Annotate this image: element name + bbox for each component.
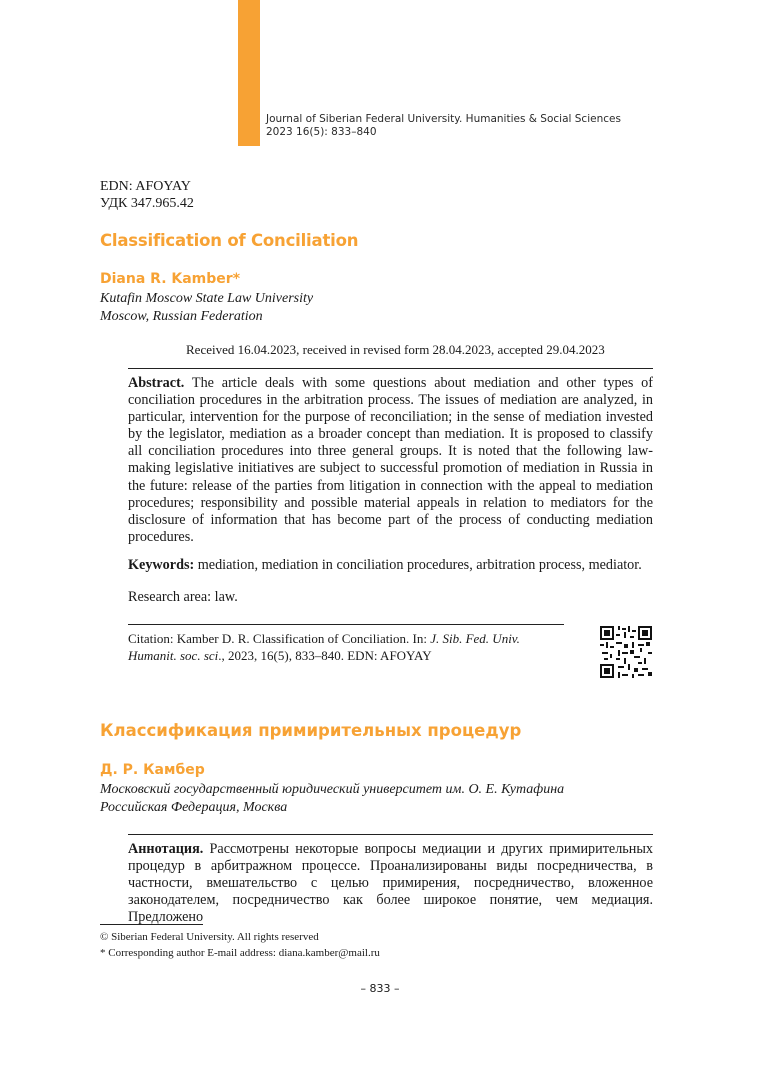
abstract-divider-en [128,368,653,369]
footnote-divider [100,924,203,925]
journal-header [266,113,621,139]
author-name-en: Diana R. Kamber* [100,271,241,287]
affiliation-ru [100,781,564,817]
citation [128,630,564,664]
page-number: – 833 – [360,982,400,995]
affiliation-location-en: Moscow, Russian Federation [100,309,263,324]
abstract-label-en: Abstract. [128,375,185,391]
article-title-ru: Классификация примирительных процедур [100,721,522,740]
affiliation-university-ru: Московский государственный юридический университет им. О. Е. Кутафина [100,782,565,797]
citation-suffix: ., 2023, 16(5), 833–840. EDN: AFOYAY [218,648,432,663]
abstract-text-ru: Рассмотрены некоторые вопросы медиации и других примирительных процедур в арбитражном процессе. Проанализированы виды посредничества, в частности, вмешательство с целью примирения, посредничество, вложенное законодателем, посредничество как более широкое понятие, чем медиация. Предложено [128,841,653,926]
abstract-text-en: The article deals with some questions about mediation and other types of conciliation procedures in the arbitration process. The issues of mediation are analyzed, in particular, intervention for the purpose of reconciliation; in the sense of mediation invested by the legislator, mediation as a broader concept than mediation. It is proposed to classify all conciliation procedures into three general groups. It is noted that the following law-making legislative initiatives are subject to successful promotion of mediation in Russia in the future: release of the parties from litigation in connection with the appeal to mediation procedures; responsibility and possible material appeals in relation to mediators for the disclosure of information that has become part of the process of conducting mediation procedures. [128,375,653,545]
abstract-en [128,375,653,546]
affiliation-en [100,290,313,326]
journal-name: Journal of Siberian Federal University. Humanities & Social Sciences [266,113,621,125]
corresponding-author-note: * Corresponding author E-mail address: diana.kamber@mail.ru [100,947,380,959]
affiliation-university-en: Kutafin Moscow State Law University [100,291,314,306]
footnotes [100,929,380,961]
abstract-ru [128,841,653,926]
article-title-en: Classification of Conciliation [100,231,359,250]
udk-code: УДК 347.965.42 [100,196,194,211]
received-dates: Received 16.04.2023, received in revised form 28.04.2023, accepted 29.04.2023 [186,342,605,357]
research-area: Research area: law. [128,589,238,605]
keywords-text: mediation, mediation in conciliation procedures, arbitration process, mediator. [194,557,642,573]
edn-code: EDN: AFOYAY [100,179,191,194]
citation-divider [128,624,564,625]
qr-code-icon [600,626,652,678]
journal-accent-bar [238,0,260,146]
abstract-divider-ru [128,834,653,835]
citation-journal: J. Sib. Fed. Univ. Humanit. soc. sci [128,631,520,663]
citation-prefix: Citation: Kamber D. R. Classification of Conciliation. In: [128,631,431,646]
journal-issue: 2023 16(5): 833–840 [266,126,377,138]
keywords-label: Keywords: [128,557,195,573]
affiliation-location-ru: Российская Федерация, Москва [100,800,288,815]
author-name-ru: Д. Р. Камбер [100,762,205,778]
abstract-label-ru: Аннотация. [128,841,204,857]
keywords [128,557,653,574]
copyright-note: © Siberian Federal University. All rights reserved [100,931,319,943]
article-identifiers [100,178,194,212]
